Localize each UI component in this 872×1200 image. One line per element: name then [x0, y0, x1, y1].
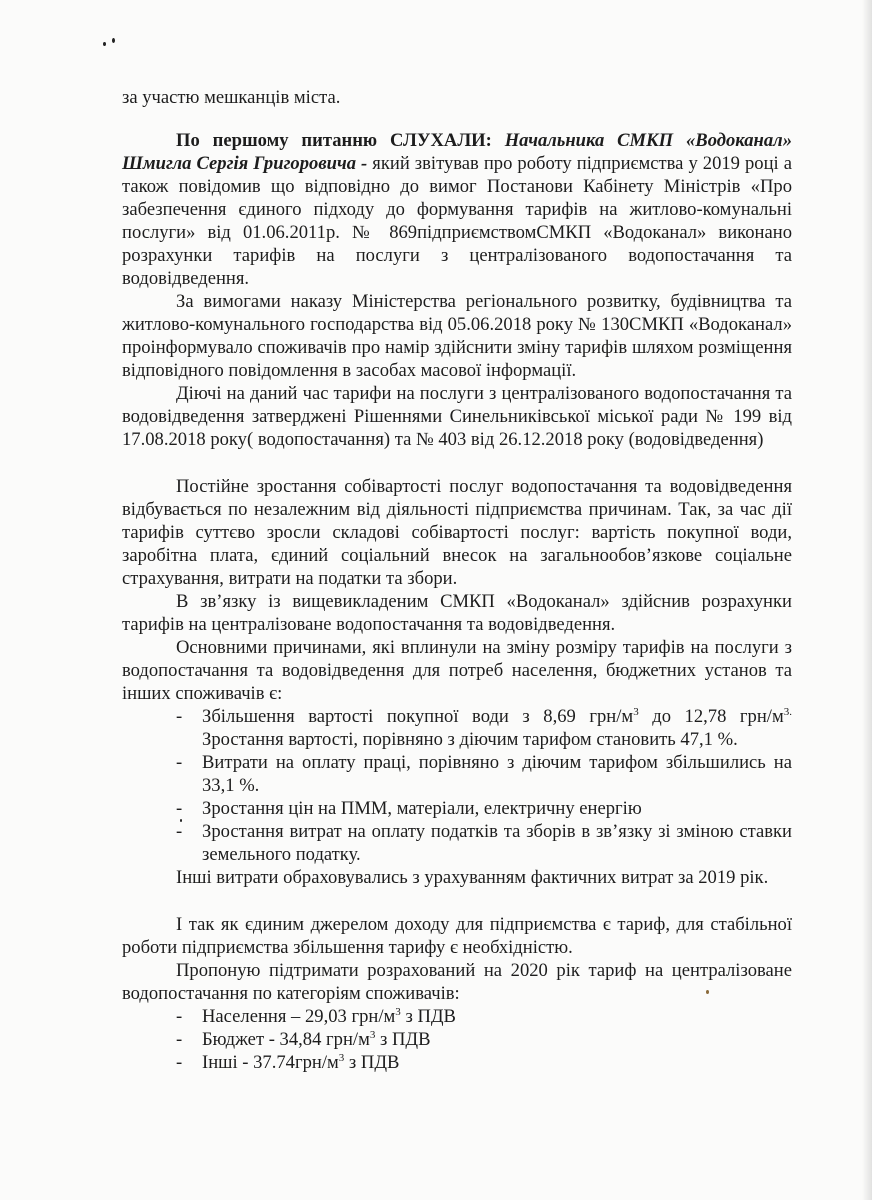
paragraph-text: який звітував про роботу підприємства у 2019 році а також повідомив що відповідно до вимог Постанови Кабінету Міністрів «Про забезпечення єдиного підходу до формування тарифів на житлово-комунальні послуги» від 01.06.2011р. № 869підприємствомСМКП «Водоканал» виконано розрахунки тарифів на послуги з централізованого водопостачання та водовідведення.: [122, 153, 792, 289]
tariff-list: [122, 1005, 792, 1074]
paragraph-cost-growth: Постійне зростання собівартості послуг водопостачання та водовідведення відбувається по незалежним від діяльності підприємства причинам. Так, за час дії тарифів суттєво зросли складові собівартості послуг: вартість покупної води, заробітна плата, єдиний соціальний внесок на загальнообов’язкове соціальне страхування, витрати на податки та збори.: [122, 476, 792, 589]
list-item: - Бюджет - 34,84 грн/$м^3$ з ПДВ: [176, 1028, 431, 1050]
list-item: - Збільшення вартості покупної води з 8,69 грн/$м^3$ до 12,78 грн/$м^{3.}$ Зростання вартості, порівняно з діючим тарифом становить 47,1 %.: [176, 705, 792, 750]
paragraph-proposal: Пропоную підтримати розрахований на 2020 рік тариф на централізоване водопостачання по категоріям споживачів:: [122, 960, 792, 1004]
list-item: - Витрати на оплату праці, порівняно з діючим тарифом збільшились на 33,1 %.: [176, 752, 792, 796]
list-item: - Інші - $37.74грн/м^3$ з ПДВ: [176, 1051, 400, 1073]
scan-speck: [112, 38, 115, 43]
paragraph-ministry-order: За вимогами наказу Міністерства регіонального розвитку, будівництва та житлово-комунального господарства від 05.06.2018 року № 130СМКП «Водоканал» проінформувало споживачів про намір здійснити зміну тарифів шляхом розміщення відповідного повідомлення в засобах масової інформації.: [122, 291, 792, 381]
scan-speck: [103, 42, 106, 46]
paragraph-tariff-necessity: І так як єдиним джерелом доходу для підприємства є тариф, для стабільної роботи підприємства збільшення тарифу є необхідністю.: [122, 914, 792, 958]
speaker-name: Начальника СМКП «Водоканал» Шмигла Сергія Григоровича -: [122, 130, 792, 174]
list-item: - Населення – 29,03 грн/$м^3$ з ПДВ: [176, 1005, 456, 1027]
paragraph-current-tariffs: Діючі на даний час тарифи на послуги з централізованого водопостачання та водовідведення затверджені Рішеннями Синельниківської міської ради № 199 від 17.08.2018 року( водопостачання) та № 403 від 26.12.2018 року (водовідведення): [122, 383, 792, 450]
paragraph-first-question: [122, 129, 792, 290]
heading-lead: По першому питанню СЛУХАЛИ:: [176, 130, 492, 151]
reasons-list: [122, 705, 792, 866]
document-body: [122, 86, 792, 1074]
paragraph-main-reasons: Основними причинами, які вплинули на зміну розміру тарифів на послуги з водопостачання та водовідведення для потреб населення, бюджетних установ та інших споживачів є:: [122, 637, 792, 704]
paragraph-calculation: В зв’язку із вищевикладеним СМКП «Водоканал» здійснив розрахунки тарифів на централізоване водопостачання та водовідведення.: [122, 591, 792, 635]
scan-edge-shadow: [862, 0, 872, 1200]
paragraph-other-costs: Інші витрати обраховувались з урахуванням фактичних витрат за 2019 рік.: [176, 867, 769, 888]
line-intro: за участю мешканців міста.: [122, 87, 341, 108]
list-item: - Зростання витрат на оплату податків та зборів в зв’язку зі зміною ставки земельного податку.: [176, 821, 792, 865]
list-item: - Зростання цін на ПММ, матеріали, електричну енергію: [176, 798, 642, 819]
